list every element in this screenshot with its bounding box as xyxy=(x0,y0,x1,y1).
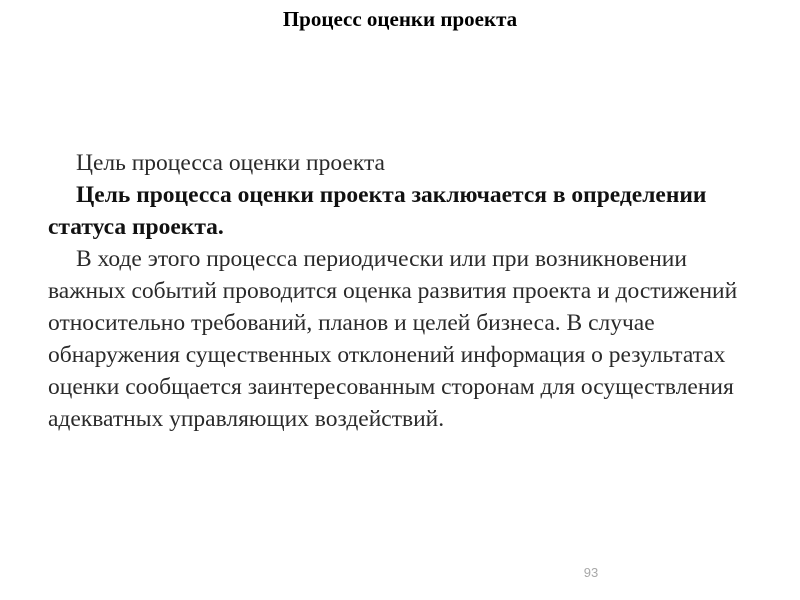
slide-body xyxy=(48,147,758,435)
paragraph-description: В ходе этого процесса периодически или при возникновении важных событий проводится оценка развития проекта и достижений относительно требований, планов и целей бизнеса. В случае обнаружения существенных отклонений информация о результатах оценки сообщается заинтересованным сторонам для осуществления адекватных управляющих воздействий. xyxy=(48,246,738,432)
paragraph-heading: Цель процесса оценки проекта xyxy=(76,150,385,176)
paragraph-goal-statement: Цель процесса оценки проекта заключается в определении статуса проекта. xyxy=(48,182,707,240)
page-number: 93 xyxy=(583,565,599,580)
slide-title: Процесс оценки проекта xyxy=(282,7,518,31)
